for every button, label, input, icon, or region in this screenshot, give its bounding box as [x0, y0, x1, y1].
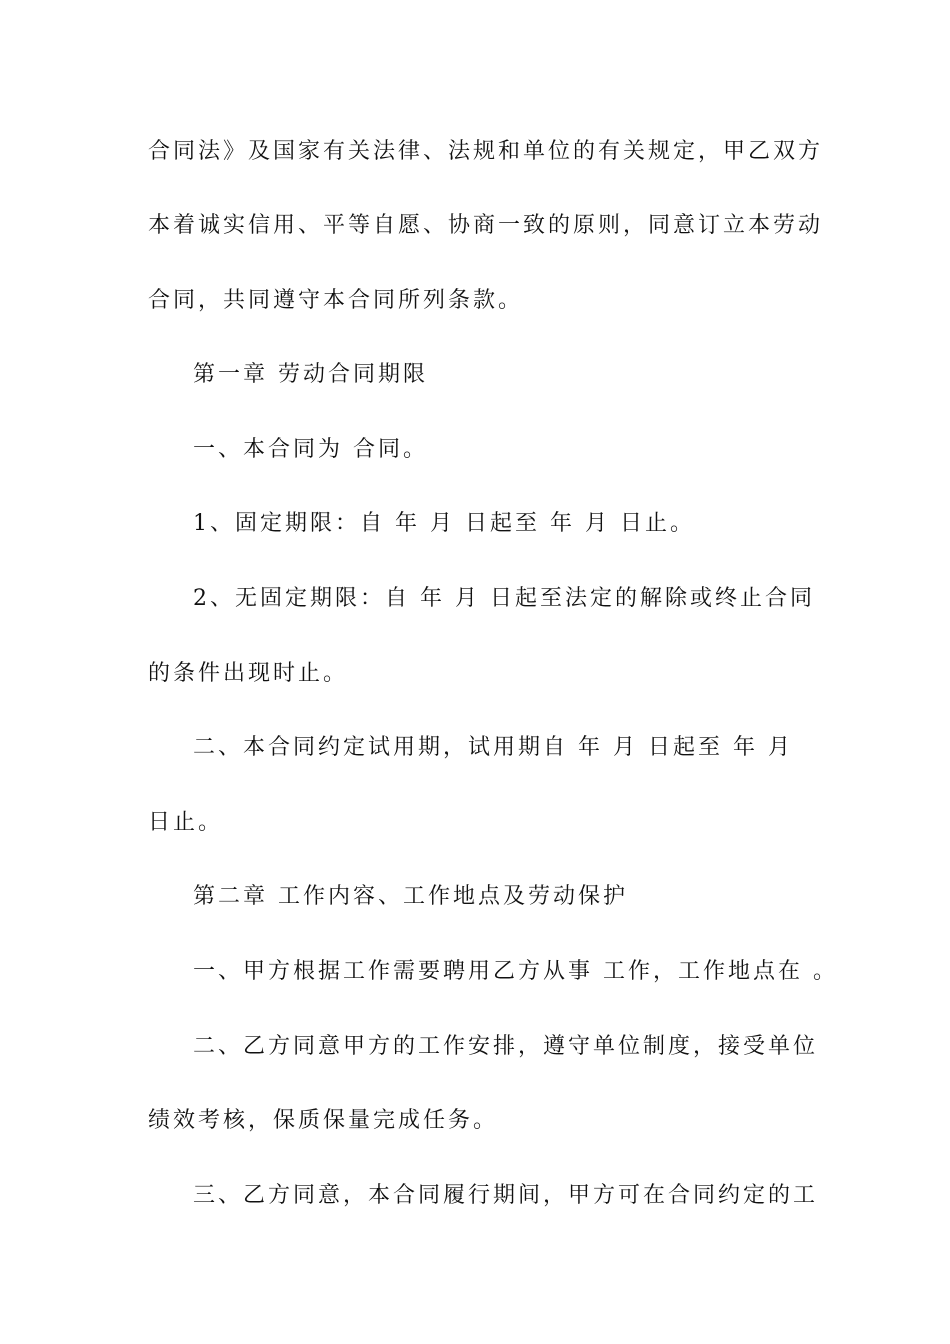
text-line: 一、本合同为 合同。 [193, 437, 428, 462]
text-line: 二、乙方同意甲方的工作安排，遵守单位制度，接受单位 [193, 1034, 819, 1059]
text-line: 合同法》及国家有关法律、法规和单位的有关规定，甲乙双方 [148, 139, 824, 164]
text-line: 一、甲方根据工作需要聘用乙方从事 工作，工作地点在 。 [193, 959, 838, 984]
chapter-heading: 第一章 劳动合同期限 [193, 362, 428, 387]
text-line: 绩效考核，保质保量完成任务。 [148, 1108, 499, 1133]
text-line: 本着诚实信用、平等自愿、协商一致的原则，同意订立本劳动 [148, 213, 824, 238]
text-line: 日止。 [148, 810, 224, 835]
text-line: 的条件出现时止。 [148, 661, 349, 686]
text-line: 2、无固定期限：自 年 月 日起至法定的解除或终止合同 [193, 586, 815, 611]
text-line: 1、固定期限：自 年 月 日起至 年 月 日止。 [193, 511, 695, 536]
text-line: 二、本合同约定试用期，试用期自 年 月 日起至 年 月 [193, 735, 793, 760]
text-line: 三、乙方同意，本合同履行期间，甲方可在合同约定的工 [193, 1183, 819, 1208]
chapter-heading: 第二章 工作内容、工作地点及劳动保护 [193, 884, 628, 909]
text-line: 合同，共同遵守本合同所列条款。 [148, 288, 524, 313]
